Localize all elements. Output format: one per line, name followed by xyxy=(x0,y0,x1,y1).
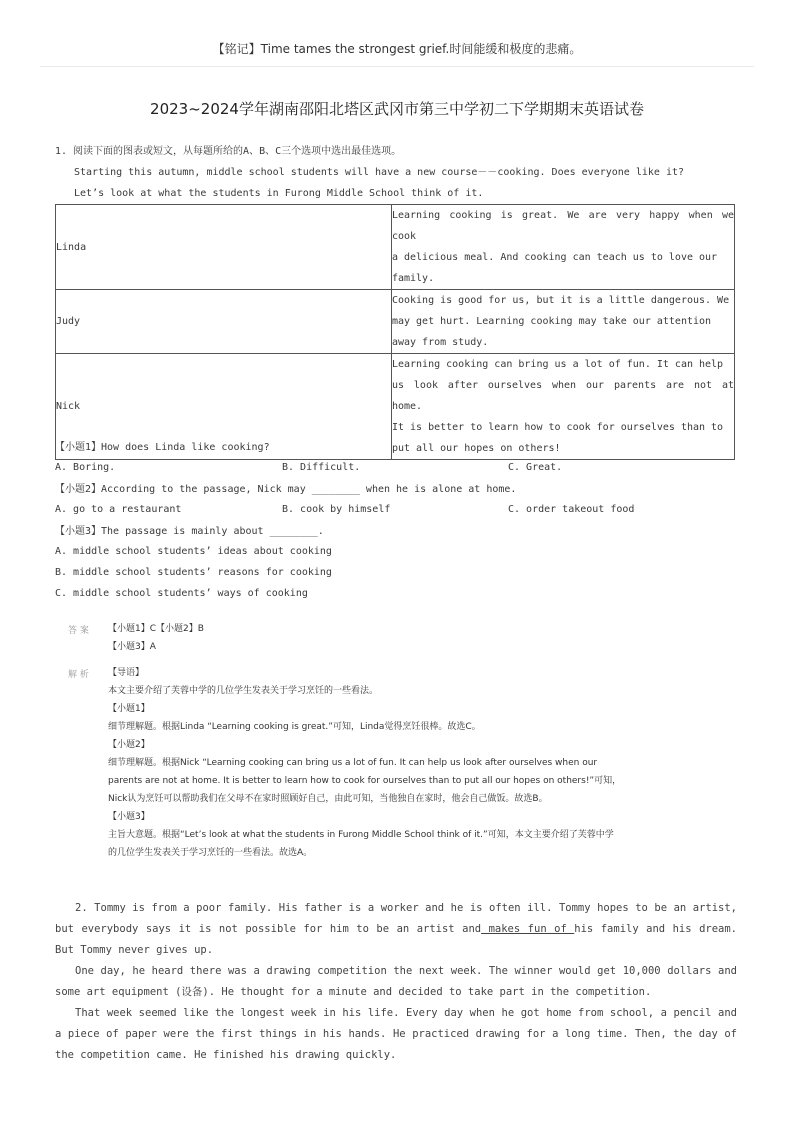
q1-intro-1: Starting this autumn, middle school students will have a new course－－cooking. Does everyone like it? xyxy=(74,167,685,178)
opinion-line: family. xyxy=(391,273,435,284)
sub-question-2: 【小题2】According to the passage, Nick may ________ when he is alone at home. xyxy=(55,484,517,495)
q1-instruction: 1. 阅读下面的图表或短文，从每题所给的A、B、C三个选项中选出最佳选项。 xyxy=(55,146,402,157)
opinion-line: us look after ourselves when our parents are not at home. xyxy=(391,380,734,412)
analysis-line: 本文主要介绍了芙蓉中学的几位学生发表关于学习烹饪的一些看法。 xyxy=(108,686,379,696)
header-divider xyxy=(40,66,754,67)
sub-question-1: 【小题1】How does Linda like cooking? xyxy=(55,442,270,453)
analysis-line: 细节理解题。根据Nick “Learning cooking can bring us a lot of fun. It can help us look after ourselves when our xyxy=(108,758,598,768)
student-opinion xyxy=(391,290,734,354)
analysis-line: Nick认为烹饪可以帮助我们在父母不在家时照顾好自己，由此可知，当他独自在家时，他会自己做饭。故选B。 xyxy=(108,794,548,804)
analysis-line: 细节理解题。根据Linda “Learning cooking is great.”可知，Linda觉得烹饪很棒。故选C。 xyxy=(108,722,481,732)
opinion-line: away from study. xyxy=(391,337,489,348)
opinion-line: It is better to learn how to cook for ourselves than to xyxy=(391,422,724,433)
option-c[interactable]: C. Great. xyxy=(508,462,563,473)
student-name: Judy xyxy=(56,290,392,354)
opinion-line: a delicious meal. And cooking can teach us to love our xyxy=(391,252,718,263)
q2-paragraph-3: That week seemed like the longest week in his life. Every day when he got home from school, a pencil and a piece of paper were the first things in his hands. He practiced drawing for a long time. Then, the day of the competition came. He finished his drawing quickly. xyxy=(55,1007,737,1061)
analysis-line: 【小题3】 xyxy=(108,812,150,822)
option-a[interactable]: A. Boring. xyxy=(55,462,116,473)
analysis-label: 解 析 xyxy=(68,670,89,680)
opinion-line: may get hurt. Learning cooking may take our attention xyxy=(391,316,712,327)
table-row xyxy=(56,205,735,290)
q2-paragraph-1 xyxy=(55,898,737,961)
q2-paragraph-2: One day, he heard there was a drawing competition the next week. The winner would get 10,000 dollars and some art equipment (设备). He thought for a minute and decided to take part in the competition. xyxy=(55,965,737,998)
opinion-line: Cooking is good for us, but it is a little dangerous. We xyxy=(391,295,730,306)
page-title: 2023~2024学年湖南邵阳北塔区武冈市第三中学初二下学期期末英语试卷 xyxy=(150,100,644,118)
option-c[interactable]: C. middle school students’ ways of cooking xyxy=(55,588,308,599)
analysis-line: 【小题1】 xyxy=(108,704,150,714)
option-b[interactable]: B. middle school students’ reasons for cooking xyxy=(55,567,332,578)
opinion-line: put all our hopes on others! xyxy=(391,443,561,454)
option-b[interactable]: B. cook by himself xyxy=(282,504,391,515)
option-c[interactable]: C. order takeout food xyxy=(508,504,635,515)
opinion-table xyxy=(55,204,735,460)
analysis-line: 【小题2】 xyxy=(108,740,150,750)
option-a[interactable]: A. middle school students’ ideas about cooking xyxy=(55,546,332,557)
q1-intro-2: Let’s look at what the students in Furong Middle School think of it. xyxy=(74,188,484,199)
student-opinion xyxy=(391,354,734,460)
motto-header: 【铭记】Time tames the strongest grief.时间能缓和极度的悲痛。 xyxy=(212,42,582,56)
student-opinion xyxy=(391,205,734,290)
q2-text: 2. Tommy is from a poor family. His father is a worker and he is often ill. Tommy hopes to be an artist, but everybody says it is not possible for him to be an artist and xyxy=(55,902,737,935)
analysis-line: 【导语】 xyxy=(108,668,145,678)
student-name: Linda xyxy=(56,205,392,290)
underlined-phrase: makes fun of xyxy=(481,923,575,935)
option-b[interactable]: B. Difficult. xyxy=(282,462,361,473)
analysis-line: 的几位学生发表关于学习烹饪的一些看法。故选A。 xyxy=(108,848,313,858)
opinion-line: Learning cooking is great. We are very happy when we cook xyxy=(391,210,734,242)
table-row xyxy=(56,290,735,354)
sub-question-3: 【小题3】The passage is mainly about ________. xyxy=(55,526,324,537)
analysis-line: 主旨大意题。根据“Let’s look at what the students in Furong Middle School think of it.”可知，本文主要介绍了芙蓉中学 xyxy=(108,830,614,840)
option-a[interactable]: A. go to a restaurant xyxy=(55,504,182,515)
q2-text: his family and his dream. But Tommy never gives up. xyxy=(55,923,737,956)
student-name: Nick xyxy=(56,354,392,460)
answer-line: 【小题3】A xyxy=(108,642,156,652)
answer-line: 【小题1】C【小题2】B xyxy=(108,624,204,634)
opinion-line: Learning cooking can bring us a lot of fun. It can help xyxy=(391,359,724,370)
answer-label: 答 案 xyxy=(68,626,89,636)
analysis-line: parents are not at home. It is better to learn how to cook for ourselves than to put all our hopes on others!”可知， xyxy=(108,776,622,786)
